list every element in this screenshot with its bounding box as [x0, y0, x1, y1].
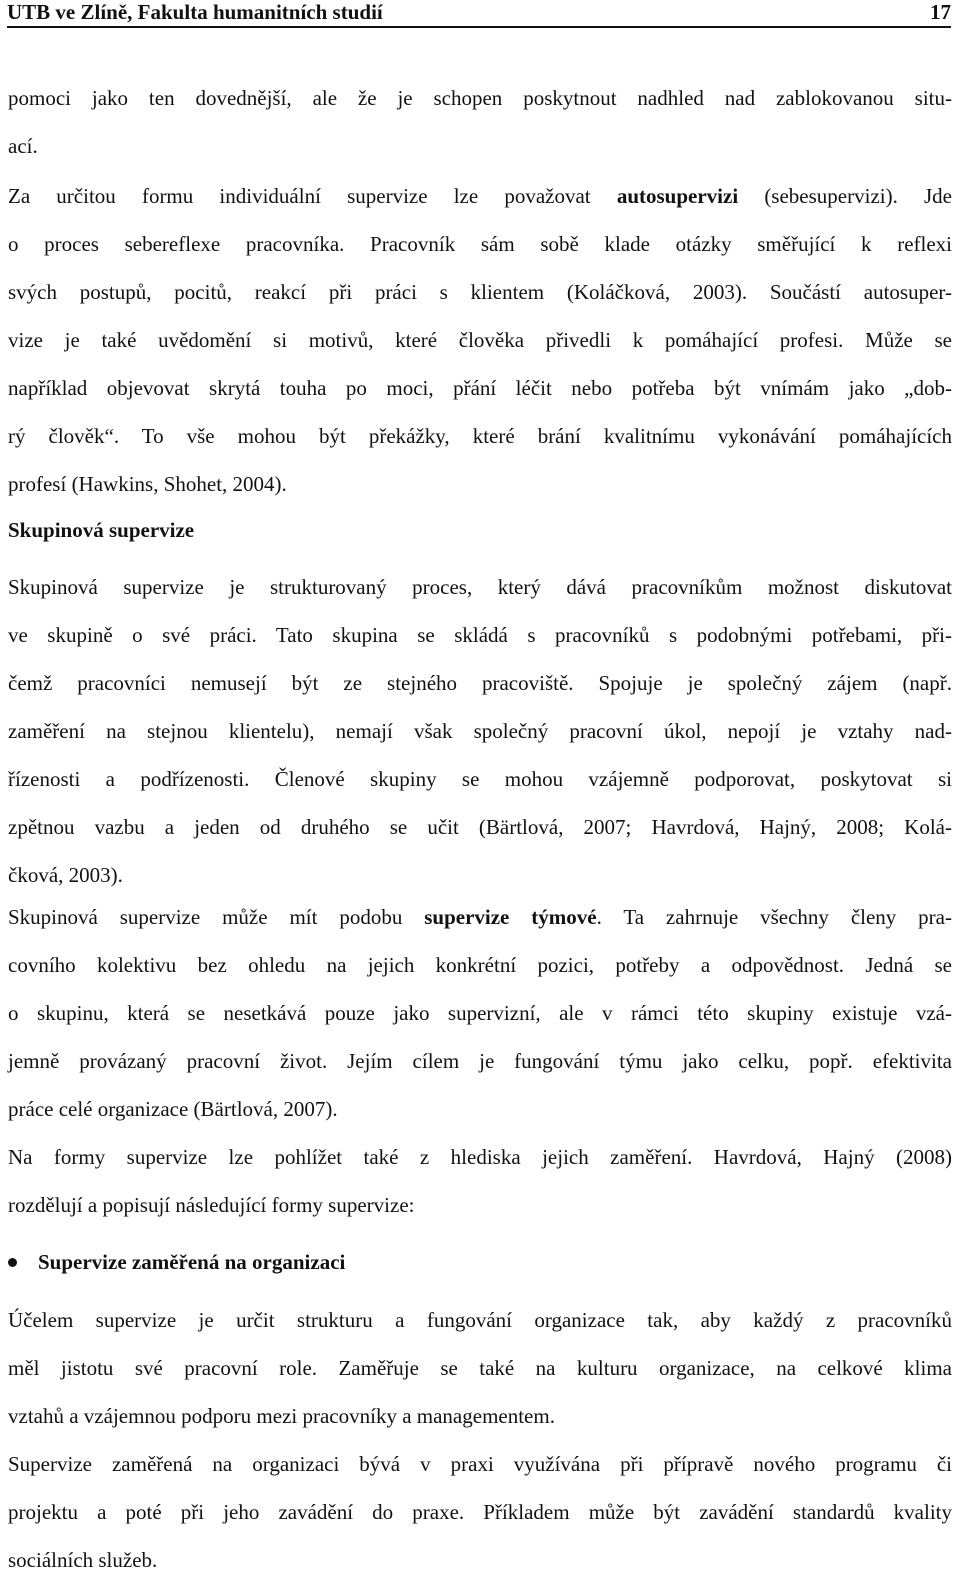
paragraph-5: [8, 1133, 952, 1229]
text-line: projektu a poté při jeho zavádění do praxe. Příkladem může být zavádění standardů kvality: [8, 1500, 952, 1524]
text-line: pomoci jako ten dovednější, ale že je schopen poskytnout nadhled nad zablokovanou situ-: [8, 86, 952, 110]
header-title: UTB ve Zlíně, Fakulta humanitních studií: [7, 0, 383, 24]
text-line: měl jistotu své pracovní role. Zaměřuje se také na kulturu organizace, na celkové klima: [8, 1356, 952, 1380]
text-line: Skupinová supervize je strukturovaný proces, který dává pracovníkům možnost diskutovat: [8, 575, 952, 599]
text-run: Za určitou formu individuální supervize lze považovat: [8, 184, 617, 208]
text-line: profesí (Hawkins, Shohet, 2004).: [8, 472, 287, 496]
text-run: (sebesupervizi). Jde: [738, 184, 952, 208]
text-line: práce celé organizace (Bärtlová, 2007).: [8, 1097, 338, 1121]
text-line: například objevovat skrytá touha po moci, přání léčit nebo potřeba být vnímám jako „dob-: [8, 376, 952, 400]
text-line: rý člověk“. To vše mohou být překážky, které brání kvalitnímu vykonávání pomáhajících: [8, 424, 952, 448]
paragraph-6: [8, 1296, 952, 1440]
text-line: [8, 172, 952, 220]
bold-term: autosupervizi: [616, 184, 739, 208]
text-line: [8, 893, 952, 941]
page-number: 17: [930, 0, 951, 24]
text-line: zpětnou vazbu a jeden od druhého se učit (Bärtlová, 2007; Havrdová, Hajný, 2008; Kolá-: [8, 815, 952, 839]
text-line: Supervize zaměřená na organizaci bývá v praxi využívána při přípravě nového programu či: [8, 1452, 952, 1476]
bullet-icon: [8, 1258, 17, 1267]
text-line: řízenosti a podřízenosti. Členové skupiny se mohou vzájemně podporovat, poskytovat si: [8, 767, 952, 791]
text-line: covního kolektivu bez ohledu na jejich konkrétní pozici, potřeby a odpovědnost. Jedná se: [8, 953, 952, 977]
page-header: [7, 0, 951, 28]
text-line: svých postupů, pocitů, reakcí při práci s klientem (Koláčková, 2003). Součástí autosuper-: [8, 280, 952, 304]
text-line: čková, 2003).: [8, 863, 123, 887]
text-line: Na formy supervize lze pohlížet také z hlediska jejich zaměření. Havrdová, Hajný (2008): [8, 1145, 952, 1169]
text-line: sociálních služeb.: [8, 1548, 158, 1572]
text-line: o skupinu, která se nesetkává pouze jako supervizní, ale v rámci této skupiny existuje vzá-: [8, 1001, 952, 1025]
text-line: rozdělují a popisují následující formy supervize:: [8, 1193, 415, 1217]
paragraph-4: [8, 893, 952, 1133]
text-line: o proces sebereflexe pracovníka. Pracovník sám sobě klade otázky směřující k reflexi: [8, 232, 952, 256]
text-line: zaměření na stejnou klientelu), nemají však společný pracovní úkol, nepojí je vztahy nad-: [8, 719, 952, 743]
text-line: ve skupině o své práci. Tato skupina se skládá s pracovníků s podobnými potřebami, při-: [8, 623, 952, 647]
text-line: čemž pracovníci nemusejí být ze stejného pracoviště. Spojuje je společný zájem (např.: [8, 671, 952, 695]
text-line: vztahů a vzájemnou podporu mezi pracovníky a managementem.: [8, 1404, 555, 1428]
paragraph-1: [8, 74, 952, 170]
bold-term: supervize týmové: [424, 905, 597, 929]
text-line: Účelem supervize je určit strukturu a fungování organizace tak, aby každý z pracovníků: [8, 1308, 952, 1332]
text-run: . Ta zahrnuje všechny členy pra-: [596, 905, 952, 929]
text-run: Skupinová supervize může mít podobu: [8, 905, 425, 929]
paragraph-2: [8, 172, 952, 508]
section-heading: Skupinová supervize: [8, 518, 195, 542]
text-line: jemně provázaný pracovní život. Jejím cílem je fungování týmu jako celku, popř. efektivita: [8, 1049, 952, 1073]
paragraph-3: [8, 563, 952, 899]
text-line: vize je také uvědomění si motivů, které člověka přivedli k pomáhající profesi. Může se: [8, 328, 952, 352]
bullet-item: [8, 1238, 345, 1286]
text-line: ací.: [8, 134, 38, 158]
paragraph-7: [8, 1440, 952, 1584]
bullet-label: Supervize zaměřená na organizaci: [38, 1250, 346, 1274]
